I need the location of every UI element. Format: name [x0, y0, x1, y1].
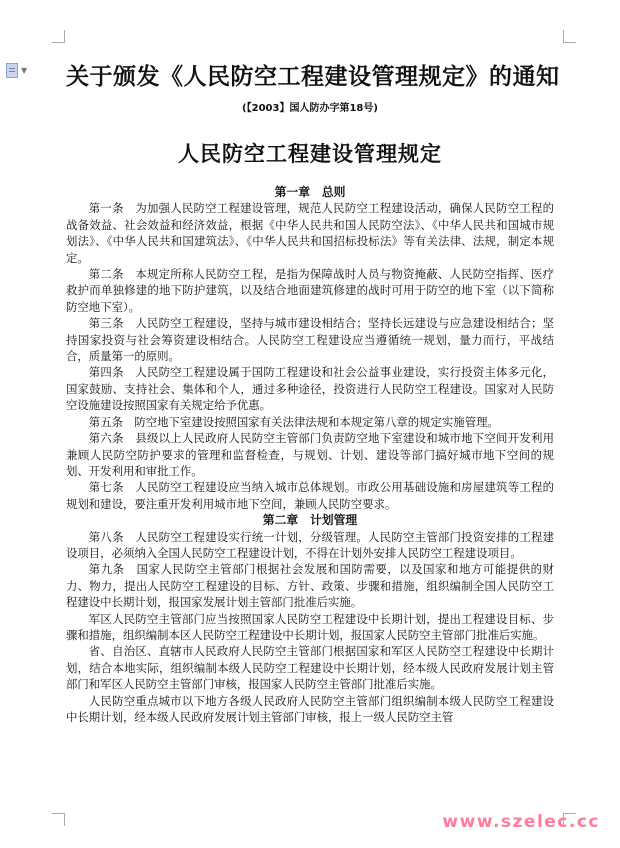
article-paragraph: 第八条 人民防空工程建设实行统一计划，分级管理。人民防空主管部门投资安排的工程建设项目，必须纳入全国人民防空工程建设计划，不得在计划外安排人民防空工程建设项目。: [66, 529, 554, 560]
document-body: [66, 184, 554, 725]
article-paragraph: 第一条 为加强人民防空工程建设管理，规范人民防空工程建设活动，确保人民防空工程的战备效益、社会效益和经济效益，根据《中华人民共和国人民防空法》、《中华人民共和国城市规划法》、《中华人民共和国建筑法》、《中华人民共和国招标投标法》等有关法律、法规，制定本规定。: [66, 201, 554, 265]
article-paragraph: 军区人民防空主管部门应当按照国家人民防空工程建设中长期计划，提出工程建设目标、步骤和措施，组织编制本区人民防空工程建设中长期计划，报国家人民防空主管部门批准后实施。: [66, 611, 554, 642]
crop-mark-top-right: [563, 30, 576, 43]
article-paragraph: 第二条 本规定所称人民防空工程，是指为保障战时人员与物资掩蔽、人民防空指挥、医疗救护而单独修建的地下防护建筑，以及结合地面建筑修建的战时可用于防空的地下室（以下简称防空地下室）。: [66, 267, 554, 314]
site-watermark: www.szelec.cc: [442, 812, 600, 832]
chapter-heading: 第一章 总则: [274, 185, 346, 199]
regulation-title: 人民防空工程建设管理规定: [178, 141, 442, 166]
article-paragraph: 第六条 县级以上人民政府人民防空主管部门负责防空地下室建设和城市地下空间开发利用兼顾人民防空防护要求的管理和监督检查，与规划、计划、建设等部门搞好城市地下空间的规划、开发利用和审批工作。: [66, 431, 554, 478]
crop-mark-bottom-left: [52, 813, 65, 826]
chapter-heading: 第二章 计划管理: [262, 513, 358, 528]
document-number: (【2003】国人防办字第18号): [242, 103, 378, 114]
article-paragraph: 第四条 人民防空工程建设属于国防工程建设和社会公益事业建设，实行投资主体多元化，国家鼓励、支持社会、集体和个人，通过多种途径，投资进行人民防空工程建设。国家对人民防空设施建设按照国家有关规定给予优惠。: [66, 365, 554, 413]
article-paragraph: 省、自治区、直辖市人民政府人民防空主管部门根据国家和军区人民防空工程建设中长期计划，结合本地实际，组织编制本级人民防空工程建设中长期计划，经本级人民政府发展计划主管部门和军区人民防空主管部门审核，报国家人民防空主管部门批准后实施。: [66, 644, 554, 692]
document-page: [66, 58, 560, 725]
article-paragraph: 第九条 国家人民防空主管部门根据社会发展和国防需要，以及国家和地方可能提供的财力、物力，提出人民防空工程建设的目标、方针、政策、步骤和措施，组织编制全国人民防空工程建设中长期计划，报国家发展计划主管部门批准后实施。: [66, 562, 554, 610]
crop-mark-top-left: [52, 30, 65, 43]
document-icon[interactable]: [6, 62, 34, 78]
notice-title: 关于颁发《人民防空工程建设管理规定》的通知: [66, 63, 560, 90]
article-paragraph: 第五条 防空地下室建设按照国家有关法律法规和本规定第八章的规定实施管理。: [88, 414, 499, 429]
article-paragraph: 人民防空重点城市以下地方各级人民政府人民防空主管部门组织编制本级人民防空工程建设中长期计划，经本级人民政府发展计划主管部门审核，报上一级人民防空主管: [66, 693, 554, 724]
page-icon: [6, 63, 18, 78]
article-paragraph: 第七条 人民防空工程建设应当纳入城市总体规划。市政公用基础设施和房屋建筑等工程的规划和建设，要注重开发利用城市地下空间，兼顾人民防空要求。: [66, 480, 554, 511]
article-paragraph: 第三条 人民防空工程建设，坚持与城市建设相结合；坚持长远建设与应急建设相结合；坚持国家投资与社会筹资建设相结合。人民防空工程建设应当遵循统一规划，量力而行，平战结合，质量第一的原则。: [66, 316, 554, 364]
chevron-down-icon: ▼: [21, 65, 28, 75]
